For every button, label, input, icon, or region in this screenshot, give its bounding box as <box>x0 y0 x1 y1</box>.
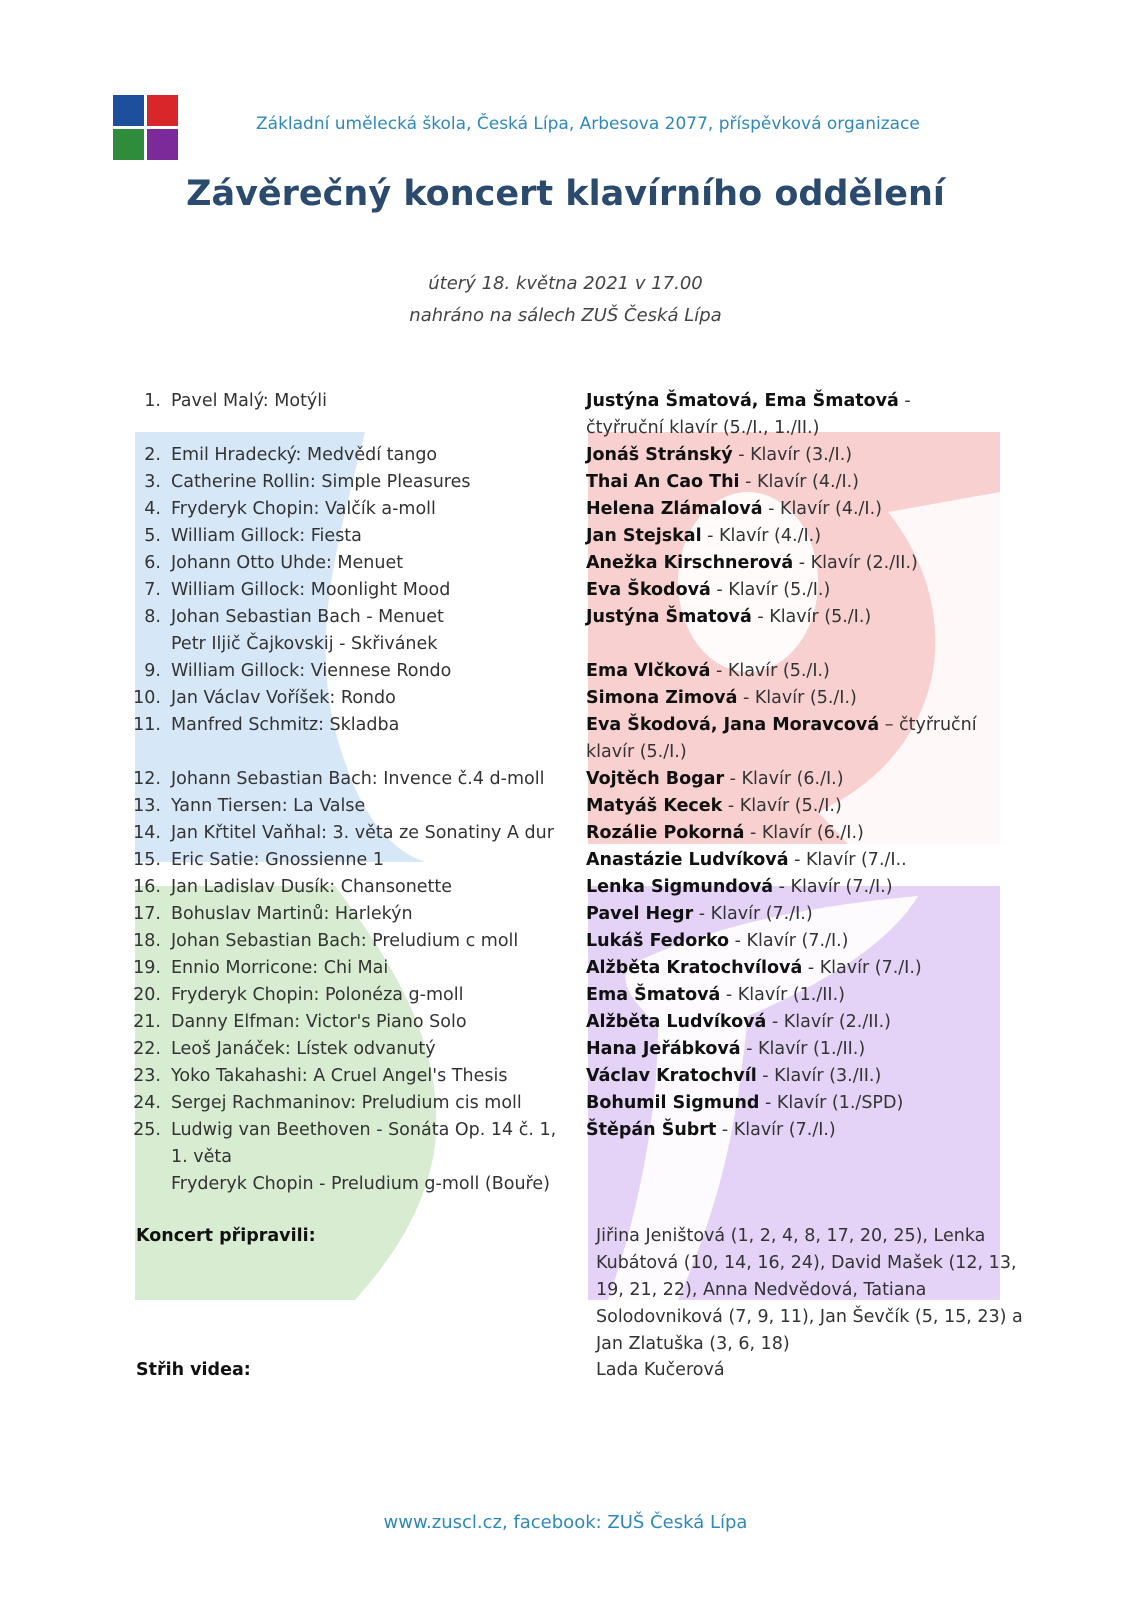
program-item-performer-cell <box>586 442 986 469</box>
program-item-performer: Lenka Sigmundová <box>586 877 774 897</box>
program-item-performer: Václav Kratochvíl <box>586 1066 757 1086</box>
program-item-piece: Johan Sebastian Bach - Menuet <box>171 607 444 627</box>
program-item-performer: Justýna Šmatová, Ema Šmatová <box>586 391 899 411</box>
program-item-number: 18. <box>133 931 161 951</box>
program-item-piece: 1. věta <box>171 1147 232 1167</box>
program-item-performer-cell <box>586 388 986 442</box>
program-item-instrument: - Klavír (4./I.) <box>739 472 860 492</box>
program-item-performer: Štěpán Šubrt <box>586 1120 717 1140</box>
program-item-instrument: - Klavír (5./I.) <box>722 796 842 816</box>
program-item <box>128 1171 1028 1198</box>
program-item-piece: Fryderyk Chopin: Valčík a-moll <box>171 499 436 519</box>
program-item-performer: Vojtěch Bogar <box>586 769 725 789</box>
program-item-instrument: - Klavír (4./I.) <box>701 526 822 546</box>
program-item-number: 14. <box>133 823 161 843</box>
program-item <box>128 820 1028 847</box>
program-item-performer: Lukáš Fedorko <box>586 931 730 951</box>
program-item-performer-cell <box>586 1171 986 1198</box>
program-item-performer: Helena Zlámalová <box>586 499 763 519</box>
program-item-piece: Petr Iljič Čajkovskij - Skřivánek <box>171 634 438 654</box>
program-item-number: 13. <box>133 796 161 816</box>
program-item-performer-cell <box>586 469 986 496</box>
program-item-performer: Hana Jeřábková <box>586 1039 741 1059</box>
program-item-performer-cell <box>586 982 986 1009</box>
program-item-performer: Anežka Kirschnerová <box>586 553 794 573</box>
program-item-performer-cell <box>586 766 986 793</box>
program-item-instrument: - Klavír (7./I.) <box>802 958 922 978</box>
program-item-instrument: - Klavír (5./I.) <box>710 580 831 600</box>
program-item-piece: Manfred Schmitz: Skladba <box>171 715 400 735</box>
program-item-performer-cell <box>586 901 986 928</box>
program-item <box>128 604 1028 631</box>
program-item-performer-cell <box>586 1144 986 1171</box>
program-item-piece: Johann Sebastian Bach: Invence č.4 d-moll <box>171 769 545 789</box>
program-item-number: 22. <box>133 1039 161 1059</box>
credits-editing-value: Lada Kučerová <box>596 1360 725 1380</box>
program-item-number: 17. <box>133 904 161 924</box>
program-item-number: 7. <box>144 580 161 600</box>
program-item <box>128 901 1028 928</box>
program-item-performer-cell <box>586 712 986 766</box>
program-item-instrument: - Klavír (4./I.) <box>762 499 882 519</box>
program-item-performer-cell <box>586 928 986 955</box>
program-item <box>128 577 1028 604</box>
footer-links[interactable]: www.zuscl.cz, facebook: ZUŠ Česká Lípa <box>383 1512 748 1533</box>
program-item-piece: Leoš Janáček: Lístek odvanutý <box>171 1039 436 1059</box>
program-item <box>128 469 1028 496</box>
program-item-performer: Jonáš Stránský <box>586 445 733 465</box>
concert-venue: nahráno na sálech ZUŠ Česká Lípa <box>409 305 722 326</box>
program-item-instrument: - Klavír (5./I.) <box>737 688 857 708</box>
program-item <box>128 847 1028 874</box>
credits-prepared-label: Koncert připravili: <box>136 1226 316 1246</box>
program-item-instrument: - Klavír (7./I.) <box>716 1120 836 1140</box>
program-item-piece: Jan Václav Voříšek: Rondo <box>171 688 396 708</box>
program-item-instrument: - Klavír (2./II.) <box>766 1012 891 1032</box>
program-item-piece: Ludwig van Beethoven - Sonáta Op. 14 č. 1, <box>171 1120 557 1140</box>
program-item-piece: Jan Křtitel Vaňhal: 3. věta ze Sonatiny A dur <box>171 823 554 843</box>
program-item-number: 16. <box>133 877 161 897</box>
program-item-piece: William Gillock: Fiesta <box>171 526 362 546</box>
program-item-instrument: - čtyřruční klavír (5./I., 1./II.) <box>586 391 911 438</box>
program-item-piece: Eric Satie: Gnossienne 1 <box>171 850 384 870</box>
organization-name: Základní umělecká škola, Česká Lípa, Arbesova 2077, příspěvková organizace <box>256 114 920 134</box>
program-item-piece: Fryderyk Chopin - Preludium g-moll (Bouře) <box>171 1174 550 1194</box>
credits-editing <box>136 1357 1026 1384</box>
program-item-performer: Ema Vlčková <box>586 661 711 681</box>
concert-title: Závěrečný koncert klavírního oddělení <box>186 174 945 214</box>
program-item-piece: Pavel Malý: Motýli <box>171 391 328 411</box>
program-item-number: 3. <box>144 472 161 492</box>
program-item-number: 8. <box>144 607 161 627</box>
program-item-instrument: – čtyřruční klavír (5./I.) <box>586 715 977 762</box>
program-item-performer: Rozálie Pokorná <box>586 823 745 843</box>
program-item-performer-cell <box>586 577 986 604</box>
program-item-performer-cell <box>586 1036 986 1063</box>
program-item <box>128 442 1028 469</box>
program-item-piece: Johan Sebastian Bach: Preludium c moll <box>171 931 519 951</box>
program-item-number: 24. <box>133 1093 161 1113</box>
program-item-instrument: - Klavír (1./II.) <box>720 985 845 1005</box>
program-item-number: 9. <box>144 661 161 681</box>
program-item-number: 1. <box>144 391 161 411</box>
credits-prepared-value: Jiřina Jeništová (1, 2, 4, 8, 17, 20, 25), Lenka Kubátová (10, 14, 16, 24), David Mašek (12, 13, 19, 21, 22), Anna Nedvědová, Tatiana Solodovniková (7, 9, 11), Jan Ševčík (5, 15, 23) a Jan Zlatuška (3, 6, 18) <box>596 1226 1023 1354</box>
program-item <box>128 928 1028 955</box>
program-item <box>128 1117 1028 1144</box>
program-item <box>128 1090 1028 1117</box>
program-item-performer-cell <box>586 847 986 874</box>
program-item-performer: Matyáš Kecek <box>586 796 723 816</box>
program-item-piece: Jan Ladislav Dusík: Chansonette <box>171 877 453 897</box>
program-item-performer-cell <box>586 1009 986 1036</box>
program-item <box>128 550 1028 577</box>
program-item-piece: Yoko Takahashi: A Cruel Angel's Thesis <box>171 1066 508 1086</box>
program-item-performer-cell <box>586 550 986 577</box>
program-item-number: 6. <box>144 553 161 573</box>
program-item-number <box>128 1144 171 1171</box>
program-item <box>128 793 1028 820</box>
program-item-performer-cell <box>586 631 986 658</box>
program-item-performer: Thai An Cao Thi <box>586 472 740 492</box>
program-item-performer: Eva Škodová, Jana Moravcová <box>586 715 880 735</box>
program-item-number: 12. <box>133 769 161 789</box>
program-item-piece: Emil Hradecký: Medvědí tango <box>171 445 438 465</box>
program-item-instrument: - Klavír (5./I.) <box>710 661 830 681</box>
program-item-performer: Justýna Šmatová <box>586 607 752 627</box>
program-item-performer-cell <box>586 523 986 550</box>
program-item-performer-cell <box>586 604 986 631</box>
program-item-performer: Eva Škodová <box>586 580 711 600</box>
program-item-instrument: - Klavír (5./I.) <box>751 607 872 627</box>
program-item-piece: Fryderyk Chopin: Polonéza g-moll <box>171 985 464 1005</box>
program-item-performer: Pavel Hegr <box>586 904 694 924</box>
program-item-number: 15. <box>133 850 161 870</box>
program-item <box>128 1036 1028 1063</box>
program-item-piece: Johann Otto Uhde: Menuet <box>171 553 404 573</box>
program-item-performer: Jan Stejskal <box>586 526 702 546</box>
program-item-piece: Ennio Morricone: Chi Mai <box>171 958 389 978</box>
program-item-performer-cell <box>586 793 986 820</box>
program-item-performer-cell <box>586 496 986 523</box>
program-item-performer-cell <box>586 820 986 847</box>
program-item-performer: Bohumil Sigmund <box>586 1093 760 1113</box>
program-item-instrument: - Klavír (3./II.) <box>756 1066 882 1086</box>
school-logo <box>113 95 179 161</box>
program-item-performer-cell <box>586 658 986 685</box>
program-item-number <box>128 1171 171 1198</box>
program-item-instrument: - Klavír (7./I.) <box>729 931 849 951</box>
program-list <box>128 388 1028 1198</box>
program-item-number: 4. <box>144 499 161 519</box>
program-item-instrument: - Klavír (6./I.) <box>744 823 864 843</box>
program-item-performer-cell <box>586 874 986 901</box>
program-item-performer: Anastázie Ludvíková <box>586 850 789 870</box>
program-item-instrument: - Klavír (3./I.) <box>732 445 853 465</box>
program-item-performer-cell <box>586 1063 986 1090</box>
program-item <box>128 1009 1028 1036</box>
program-item <box>128 1144 1028 1171</box>
program-item-piece: Catherine Rollin: Simple Pleasures <box>171 472 471 492</box>
program-item-instrument: - Klavír (1./II.) <box>740 1039 866 1059</box>
credits-editing-label: Střih videa: <box>136 1360 251 1380</box>
program-item-number: 19. <box>133 958 161 978</box>
program-item-number: 20. <box>133 985 161 1005</box>
credits-prepared <box>136 1223 1026 1358</box>
program-item-instrument: - Klavír (7./I.. <box>788 850 907 870</box>
program-item <box>128 523 1028 550</box>
program-item-number: 5. <box>144 526 161 546</box>
program-item-number: 25. <box>133 1120 161 1140</box>
program-item-performer: Ema Šmatová <box>586 985 721 1005</box>
program-item-piece: William Gillock: Moonlight Mood <box>171 580 451 600</box>
program-item-performer: Simona Zimová <box>586 688 738 708</box>
program-item-instrument: - Klavír (7./I.) <box>773 877 893 897</box>
program-item-number <box>128 631 171 658</box>
program-item-instrument: - Klavír (1./SPD) <box>759 1093 904 1113</box>
program-item-number: 23. <box>133 1066 161 1086</box>
program-item-number: 11. <box>133 715 161 735</box>
program-item <box>128 685 1028 712</box>
program-item-piece: Yann Tiersen: La Valse <box>171 796 366 816</box>
program-item-performer: Alžběta Kratochvílová <box>586 958 803 978</box>
program-item-piece: Bohuslav Martinů: Harlekýn <box>171 904 413 924</box>
program-item-number: 2. <box>144 445 161 465</box>
program-item-instrument: - Klavír (2./II.) <box>793 553 918 573</box>
program-item <box>128 955 1028 982</box>
program-item-piece: Sergej Rachmaninov: Preludium cis moll <box>171 1093 522 1113</box>
concert-date: úterý 18. května 2021 v 17.00 <box>428 273 703 294</box>
program-item-performer-cell <box>586 1090 986 1117</box>
program-item-number: 10. <box>133 688 161 708</box>
program-item-performer-cell <box>586 1117 986 1144</box>
program-item-performer: Alžběta Ludvíková <box>586 1012 767 1032</box>
program-item-performer-cell <box>586 955 986 982</box>
program-item-performer-cell <box>586 685 986 712</box>
program-item-piece: William Gillock: Viennese Rondo <box>171 661 452 681</box>
program-item-number: 21. <box>133 1012 161 1032</box>
program-item <box>128 388 1028 442</box>
program-item-piece: Danny Elfman: Victor's Piano Solo <box>171 1012 467 1032</box>
program-item <box>128 874 1028 901</box>
program-item <box>128 982 1028 1009</box>
program-item <box>128 631 1028 658</box>
program-item <box>128 766 1028 793</box>
program-item <box>128 658 1028 685</box>
program-item-instrument: - Klavír (7./I.) <box>693 904 813 924</box>
program-item-instrument: - Klavír (6./I.) <box>724 769 844 789</box>
program-item <box>128 496 1028 523</box>
program-item <box>128 712 1028 766</box>
program-item <box>128 1063 1028 1090</box>
